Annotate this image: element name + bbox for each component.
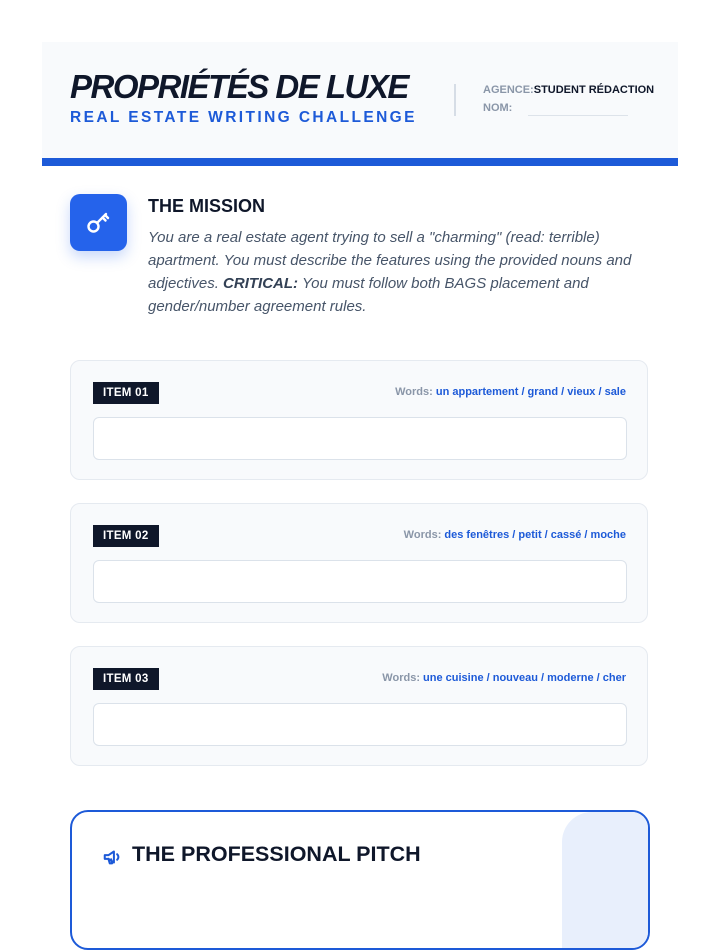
words-list: des fenêtres / petit / cassé / moche bbox=[444, 529, 626, 541]
pitch-title: THE PROFESSIONAL PITCH bbox=[132, 842, 421, 866]
words-label: Words: bbox=[395, 386, 433, 398]
megaphone-icon bbox=[102, 846, 124, 873]
page-subtitle: REAL ESTATE WRITING CHALLENGE bbox=[70, 109, 417, 126]
item-card-1 bbox=[70, 360, 648, 480]
words-label: Words: bbox=[403, 529, 442, 541]
agency-field bbox=[483, 84, 654, 96]
item-card-2 bbox=[70, 503, 648, 623]
mission-rule: You must follow both BAGS placement and gender/number agreement rules. bbox=[148, 275, 589, 315]
header-divider bbox=[454, 84, 456, 116]
name-label: NOM: bbox=[483, 102, 513, 114]
item-answer-input[interactable] bbox=[93, 703, 627, 746]
item-badge: ITEM 02 bbox=[93, 525, 159, 547]
name-field bbox=[483, 102, 512, 114]
item-words bbox=[404, 529, 626, 541]
item-card-3 bbox=[70, 646, 648, 766]
item-badge: ITEM 01 bbox=[93, 382, 159, 404]
words-list: une cuisine / nouveau / moderne / cher bbox=[423, 672, 626, 684]
mission-title: THE MISSION bbox=[148, 196, 266, 216]
item-answer-input[interactable] bbox=[93, 560, 627, 603]
name-input-line[interactable] bbox=[528, 115, 628, 116]
item-words bbox=[382, 672, 626, 684]
item-words bbox=[395, 386, 626, 398]
header-accent-bar bbox=[42, 158, 678, 166]
key-icon bbox=[70, 194, 127, 251]
words-list: un appartement / grand / vieux / sale bbox=[435, 386, 626, 398]
words-label: Words: bbox=[382, 672, 420, 684]
page-header bbox=[42, 42, 678, 158]
item-answer-input[interactable] bbox=[93, 417, 627, 460]
mission-intro: You are a real estate agent trying to sell a "charming" (read: terrible) apartment. You must describe the features using the provided nouns and adjectives. bbox=[148, 229, 632, 292]
agency-label: AGENCE: bbox=[483, 84, 534, 96]
mission-text bbox=[148, 226, 648, 318]
pitch-section bbox=[70, 810, 650, 950]
pitch-decoration bbox=[562, 812, 648, 950]
agency-value: STUDENT RÉDACTION bbox=[533, 84, 655, 96]
page-title: PROPRIÉTÉS DE LUXE bbox=[70, 68, 408, 105]
mission-critical-label: CRITICAL: bbox=[223, 275, 299, 292]
item-badge: ITEM 03 bbox=[93, 668, 159, 690]
